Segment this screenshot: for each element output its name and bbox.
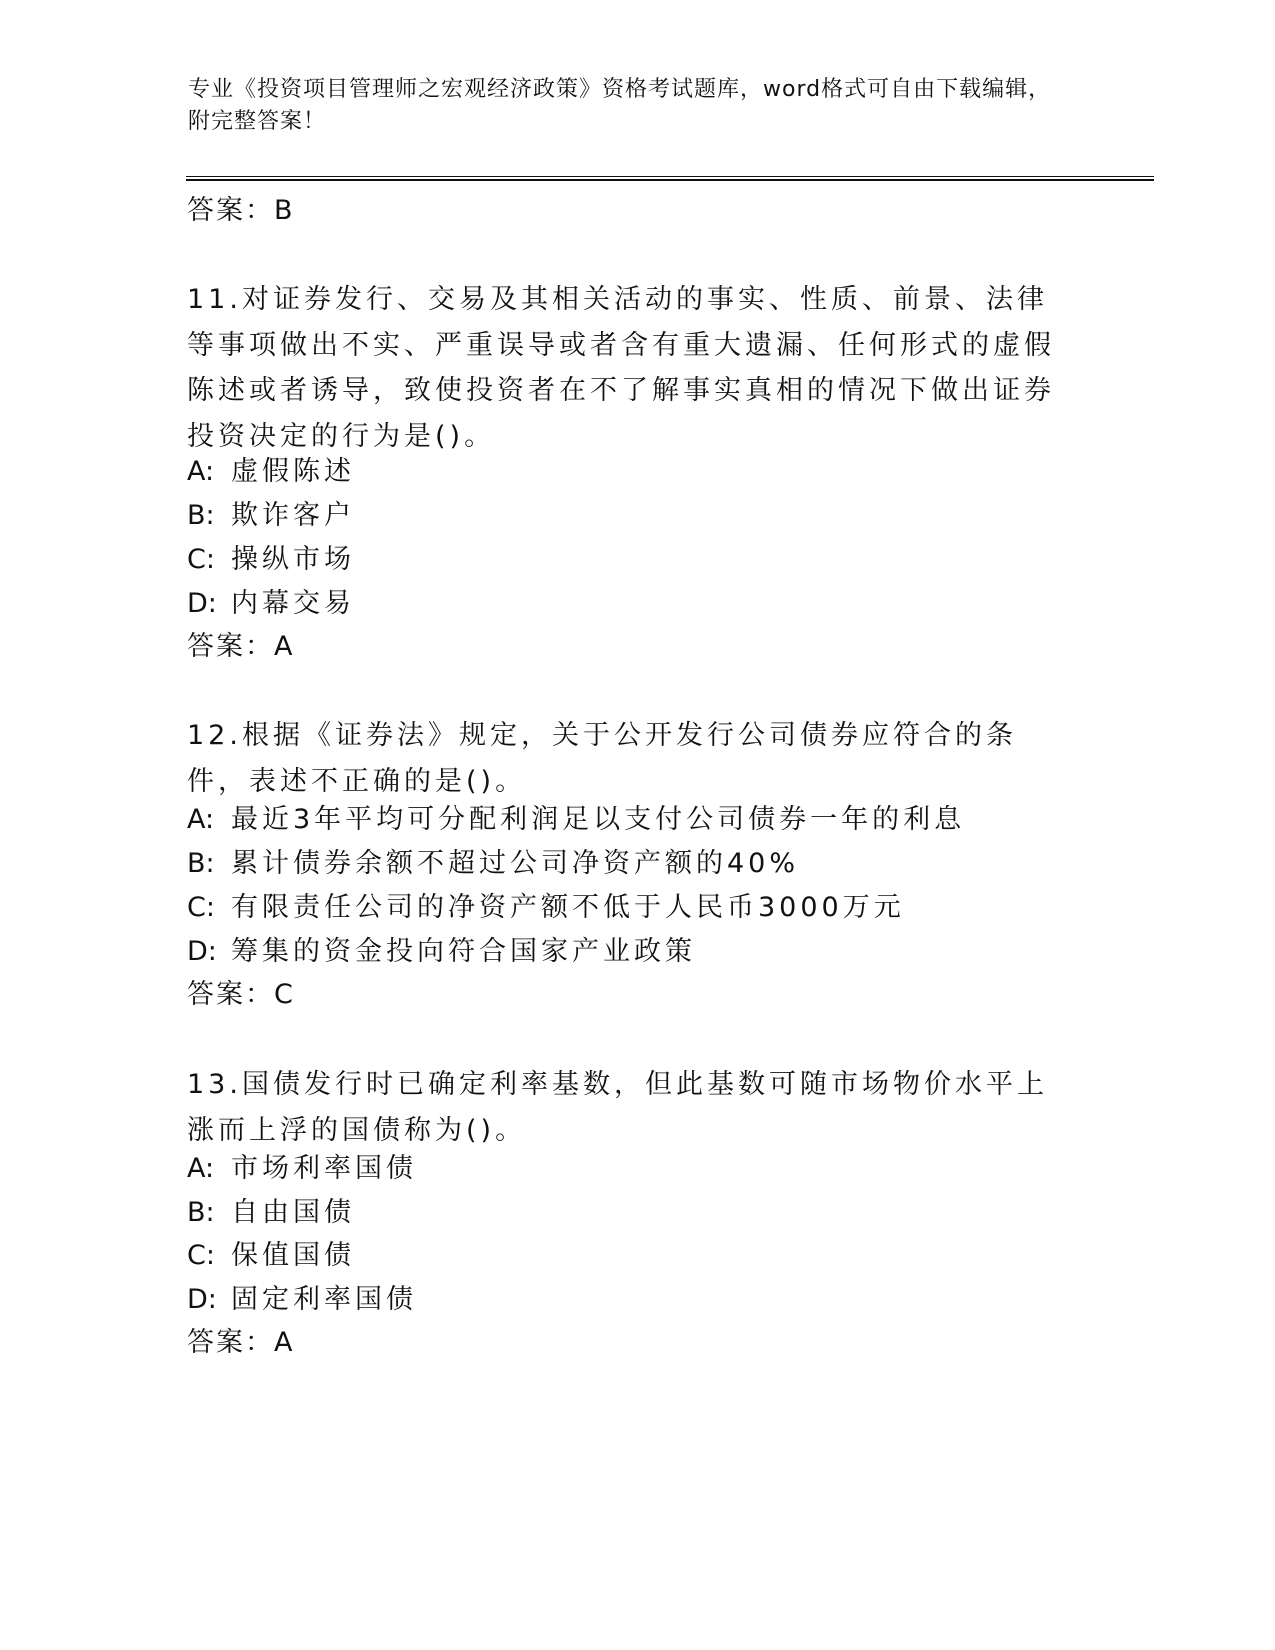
option-letter: B: [187, 1197, 215, 1228]
question-11-option-c [187, 543, 355, 577]
question-12-answer: 答案：C [187, 979, 295, 1010]
option-letter: B: [187, 848, 215, 879]
question-11-stem: 11.对证券发行、交易及其相关活动的事实、性质、前景、法律等事项做出不实、严重误导或者含有重大遗漏、任何形式的虚假陈述或者诱导，致使投资者在不了解事实真相的情况下做出证券投资决定的行为是()。 [187, 284, 1055, 452]
option-letter: D: [187, 1284, 217, 1315]
option-letter: A: [187, 804, 215, 835]
option-letter: B: [187, 500, 215, 531]
option-text: 筹集的资金投向符合国家产业政策 [231, 936, 696, 967]
option-text: 市场利率国债 [231, 1153, 417, 1184]
question-12-stem: 12.根据《证券法》规定，关于公开发行公司债券应符合的条件，表述不正确的是()。 [187, 720, 1017, 797]
question-12-option-d [187, 935, 696, 969]
page-header-intro: 专业《投资项目管理师之宏观经济政策》资格考试题库，word格式可自由下载编辑，附完整答案！ [188, 77, 1052, 134]
option-letter: C: [187, 892, 215, 923]
option-text: 操纵市场 [231, 544, 355, 575]
option-letter: A: [187, 456, 215, 487]
header-divider [186, 176, 1154, 181]
question-13-option-c [187, 1239, 355, 1273]
option-text: 固定利率国债 [231, 1284, 417, 1315]
option-text: 自由国债 [231, 1197, 355, 1228]
question-11-option-a [187, 455, 355, 489]
option-letter: C: [187, 544, 215, 575]
question-12-option-a [187, 803, 965, 837]
option-text: 累计债券余额不超过公司净资产额的40% [231, 848, 800, 879]
question-13-option-d [187, 1283, 417, 1317]
question-13-answer: 答案：A [187, 1327, 295, 1358]
option-text: 欺诈客户 [231, 500, 355, 531]
option-letter: A: [187, 1153, 215, 1184]
question-13-stem: 13.国债发行时已确定利率基数，但此基数可随市场物价水平上涨而上浮的国债称为()。 [187, 1069, 1048, 1146]
previous-answer: 答案：B [187, 195, 295, 226]
option-letter: D: [187, 588, 217, 619]
option-text: 有限责任公司的净资产额不低于人民币3000万元 [231, 892, 905, 923]
question-11-option-d [187, 587, 355, 621]
option-text: 虚假陈述 [231, 456, 355, 487]
question-11-answer: 答案：A [187, 631, 295, 662]
question-11-option-b [187, 499, 355, 533]
question-12-option-b [187, 847, 799, 881]
option-letter: C: [187, 1240, 215, 1271]
option-text: 内幕交易 [231, 588, 355, 619]
question-13-option-b [187, 1196, 355, 1230]
option-letter: D: [187, 936, 217, 967]
option-text: 最近3年平均可分配利润足以支付公司债券一年的利息 [231, 804, 966, 835]
option-text: 保值国债 [231, 1240, 355, 1271]
question-12-option-c [187, 891, 905, 925]
question-13-option-a [187, 1152, 417, 1186]
